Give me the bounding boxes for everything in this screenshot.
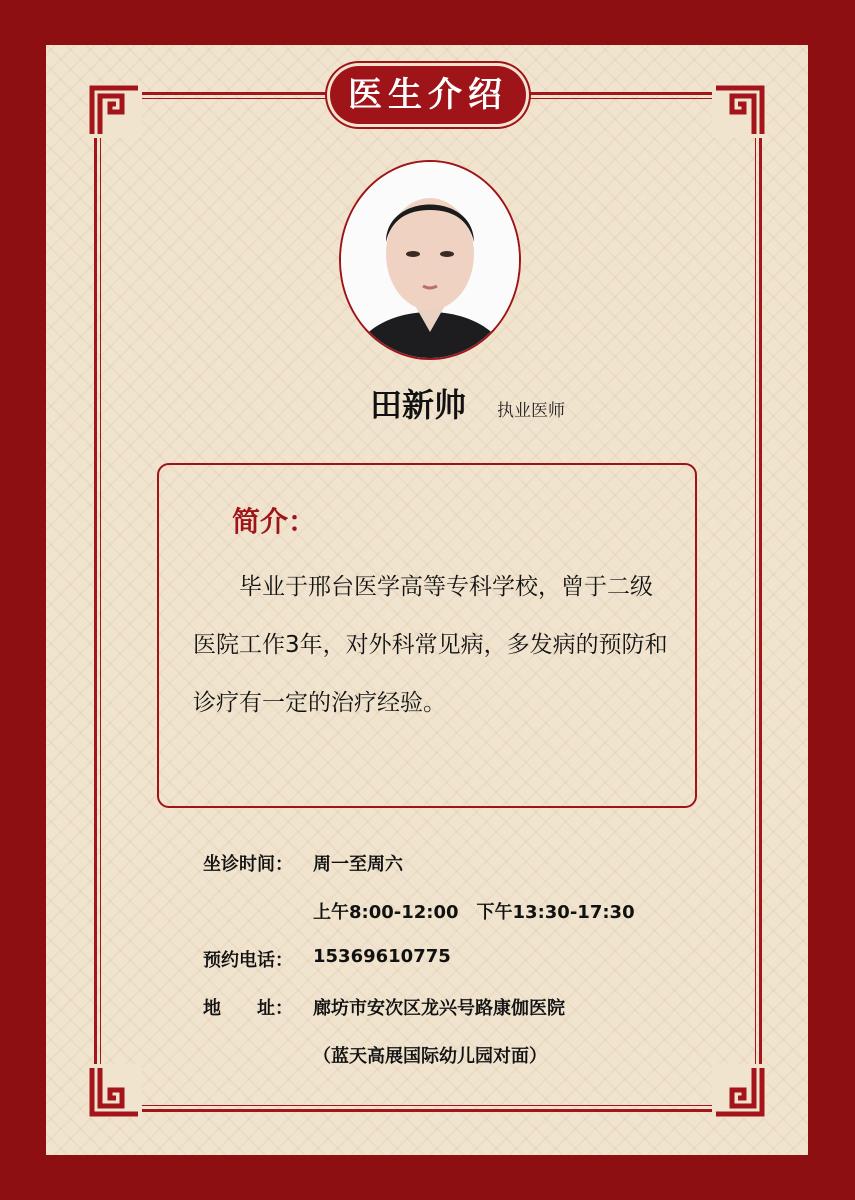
doctor-name: 田新帅 [370, 386, 467, 424]
phone-label: 预约电话： [203, 950, 293, 971]
address-note: （蓝天高展国际幼儿园对面） [313, 1046, 547, 1067]
fret-corner-ornament-icon [88, 84, 142, 138]
hours-days: 周一至周六 [313, 854, 403, 875]
doctor-position: 执业医师 [497, 401, 565, 421]
fret-corner-ornament-icon [712, 1064, 766, 1118]
hours-label: 坐诊时间： [203, 854, 293, 875]
intro-text: 毕业于邢台医学高等专科学校，曾于二级医院工作3年，对外科常见病，多发病的预防和诊疗有一定的治疗经验。 [193, 574, 668, 716]
doctor-portrait-icon [341, 162, 519, 358]
doctor-photo [339, 160, 521, 360]
address-text: 廊坊市安次区龙兴号路康伽医院 [313, 998, 565, 1019]
fret-corner-ornament-icon [712, 84, 766, 138]
phone-number: 15369610775 [313, 946, 451, 967]
address-label: 地 址： [203, 998, 293, 1019]
fret-corner-ornament-icon [88, 1064, 142, 1118]
page-title: 医生介绍 [330, 66, 526, 124]
intro-heading: 简介： [232, 505, 317, 538]
hours-times: 上午8:00-12:00 下午13:30-17:30 [313, 902, 635, 923]
